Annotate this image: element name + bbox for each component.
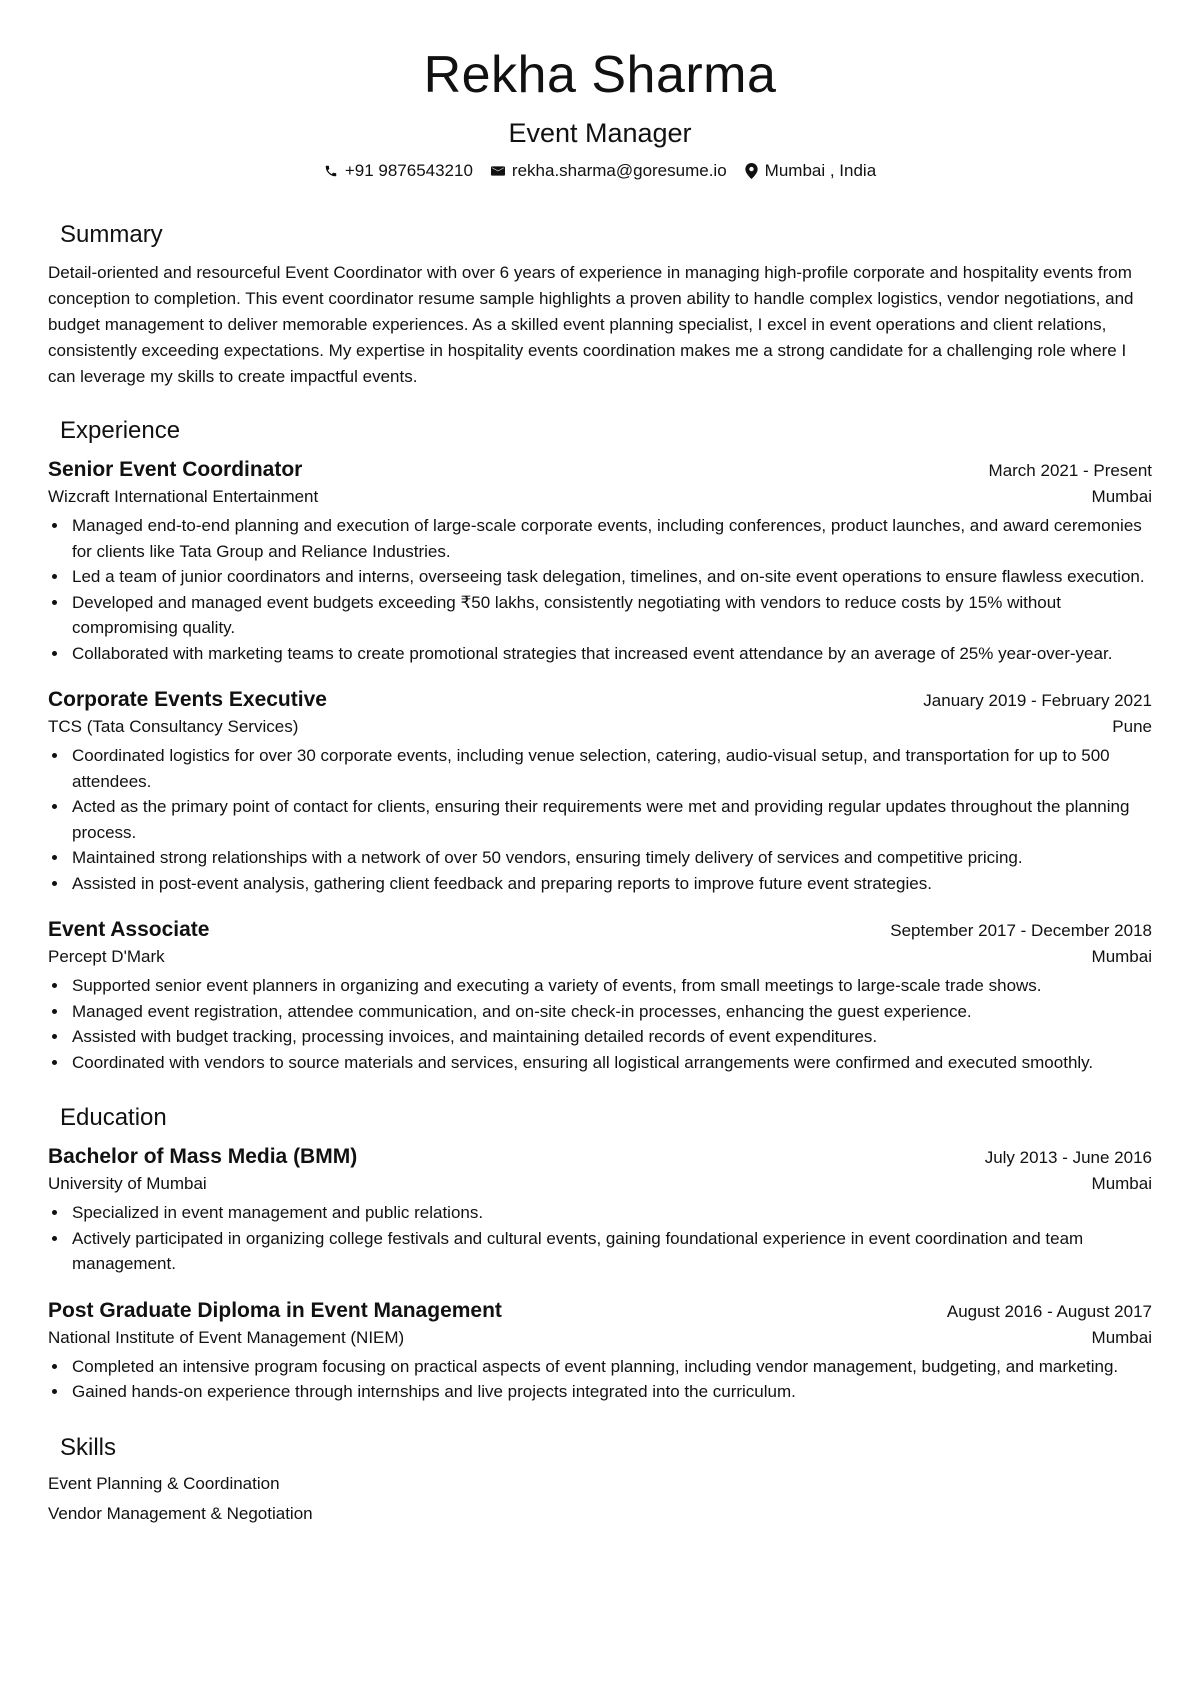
school-name: National Institute of Event Management (NIEM): [48, 1327, 405, 1347]
job-bullets: [48, 973, 1152, 1075]
list-item: Managed end-to-end planning and execution of large-scale corporate events, including conferences, product launches, and award ceremonies for clients like Tata Group and Reliance Industries.: [48, 513, 1152, 564]
job-title: Event Associate: [48, 918, 210, 941]
list-item: Led a team of junior coordinators and interns, overseeing task delegation, timelines, and on-site event operations to ensure flawless execution.: [48, 564, 1152, 590]
school-location: Mumbai: [1091, 1174, 1152, 1193]
education-entry: [48, 1297, 1152, 1405]
school-location: Mumbai: [1091, 1327, 1152, 1347]
job-dates: March 2021 - Present: [988, 461, 1152, 480]
summary-text: Detail-oriented and resourceful Event Coordinator with over 6 years of experience in managing high-profile corporate and hospitality events from conception to completion. This event coordinator resume sample highlights a proven ability to handle complex logistics, vendor negotiations, and budget management to deliver memorable experiences. As a skilled event planning specialist, I excel in event operations and client relations, consistently exceeding expectations. My expertise in hospitality events coordination makes me a strong candidate for a challenging role where I can leverage my skills to create impactful events.: [48, 263, 1134, 386]
list-item: Coordinated with vendors to source materials and services, ensuring all logistical arrangements were confirmed and executed smoothly.: [48, 1050, 1152, 1076]
contact-phone: [324, 160, 473, 182]
education-bullets: [48, 1200, 1152, 1277]
education-entry: [48, 1143, 1152, 1277]
company-name: Percept D'Mark: [48, 947, 165, 966]
education-bullets: [48, 1354, 1152, 1405]
job-title: Senior Event Coordinator: [48, 458, 303, 481]
list-item: Specialized in event management and public relations.: [48, 1200, 1152, 1226]
experience-section: [48, 416, 1152, 1075]
contact-location: [745, 160, 877, 182]
company-name: Wizcraft International Entertainment: [48, 487, 319, 506]
contact-email: [491, 160, 727, 182]
list-item: Collaborated with marketing teams to create promotional strategies that increased event attendance by an average of 25% year-over-year.: [48, 641, 1152, 667]
phone-text: +91 9876543210: [344, 161, 473, 180]
list-item: Gained hands-on experience through internships and live projects integrated into the curriculum.: [48, 1379, 1152, 1405]
section-heading-education: Education: [60, 1104, 167, 1131]
list-item: Assisted with budget tracking, processing invoices, and maintaining detailed records of event expenditures.: [48, 1024, 1152, 1050]
list-item: Managed event registration, attendee communication, and on-site check-in processes, enhancing the guest experience.: [48, 999, 1152, 1025]
degree-title: Bachelor of Mass Media (BMM): [48, 1145, 358, 1168]
skills-list: [48, 1469, 1152, 1529]
list-item: Acted as the primary point of contact for clients, ensuring their requirements were met and providing regular updates throughout the planning process.: [48, 794, 1152, 845]
degree-title: Post Graduate Diploma in Event Management: [48, 1298, 502, 1322]
skill-item: Event Planning & Coordination: [48, 1473, 280, 1493]
list-item: Maintained strong relationships with a network of over 50 vendors, ensuring timely delivery of services and competitive pricing.: [48, 845, 1152, 871]
section-heading-skills: Skills: [60, 1433, 117, 1461]
education-dates: July 2013 - June 2016: [984, 1148, 1152, 1167]
phone-icon: [324, 164, 338, 178]
job-location: Mumbai: [1091, 947, 1152, 966]
job-bullets: [48, 743, 1152, 896]
job-dates: September 2017 - December 2018: [890, 921, 1152, 940]
education-dates: August 2016 - August 2017: [946, 1301, 1152, 1321]
section-heading-summary: Summary: [60, 221, 163, 248]
experience-entry: [48, 916, 1152, 1075]
experience-entry: [48, 456, 1152, 666]
job-title: Corporate Events Executive: [48, 688, 327, 711]
section-heading-experience: Experience: [60, 417, 181, 444]
job-dates: January 2019 - February 2021: [923, 691, 1152, 710]
candidate-name: Rekha Sharma: [423, 46, 777, 104]
company-name: TCS (Tata Consultancy Services): [48, 717, 299, 736]
list-item: Supported senior event planners in organizing and executing a variety of events, from small meetings to large-scale trade shows.: [48, 973, 1152, 999]
experience-entry: [48, 686, 1152, 896]
list-item: Completed an intensive program focusing on practical aspects of event planning, including vendor management, budgeting, and marketing.: [48, 1354, 1152, 1380]
candidate-title: Event Manager: [508, 118, 692, 148]
job-location: Mumbai: [1091, 487, 1152, 506]
location-text: Mumbai , India: [764, 161, 877, 180]
job-bullets: [48, 513, 1152, 666]
list-item: Actively participated in organizing college festivals and cultural events, gaining foundational experience in event coordination and team management.: [48, 1226, 1152, 1277]
list-item: Developed and managed event budgets exceeding ₹50 lakhs, consistently negotiating with vendors to reduce costs by 15% without compromising quality.: [48, 590, 1152, 641]
list-item: Assisted in post-event analysis, gathering client feedback and preparing reports to improve future event strategies.: [48, 871, 1152, 897]
summary-section: [48, 220, 1152, 390]
skills-section: [48, 1433, 1152, 1529]
list-item: Coordinated logistics for over 30 corporate events, including venue selection, catering, audio-visual setup, and transportation for up to 500 attendees.: [48, 743, 1152, 794]
education-section: [48, 1103, 1152, 1405]
job-location: Pune: [1112, 717, 1152, 736]
email-text: rekha.sharma@goresume.io: [511, 161, 727, 180]
skill-item: Vendor Management & Negotiation: [48, 1503, 313, 1523]
envelope-icon: [491, 165, 505, 177]
school-name: University of Mumbai: [48, 1174, 207, 1193]
map-pin-icon: [745, 163, 758, 179]
contact-bar: [48, 160, 1152, 182]
